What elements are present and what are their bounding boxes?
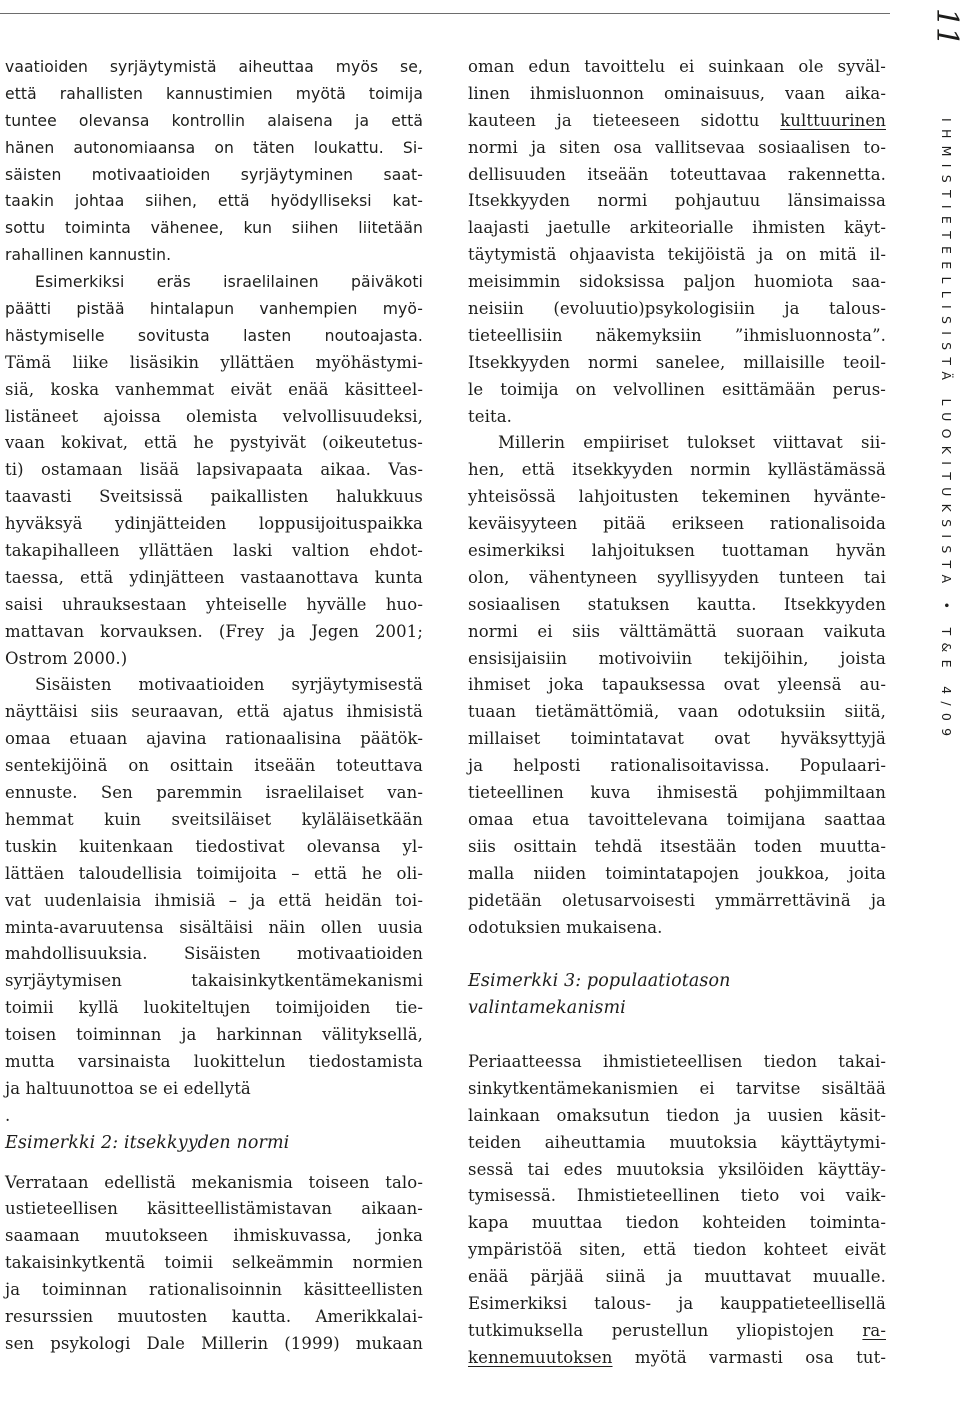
left-para-2-cont [5,350,423,673]
text-line: mutta varsinaista luokittelun tiedostamista [5,1051,423,1071]
text-line: Esimerkiksi eräs israelilainen päiväkoti [35,273,423,292]
text-line: sentekijöinä on osittain itseään toteuttava [5,756,423,776]
text-line: syrjäytymisen takaisinkytkentämekanismi [5,971,423,991]
text-line: Millerin empiiriset tulokset viittavat sii- [498,433,886,453]
text-line: Sisäisten motivaatioiden syrjäytymisestä [35,675,423,695]
text-line: vat uudenlaisia ihmisiä – ja että heidän toi- [5,890,423,910]
text-line: ympäristöä siten, että tiedon kohteet eivät [468,1240,886,1260]
text-line: ja toiminnan rationalisoinnin käsitteellisten [5,1280,423,1300]
left-column [5,54,423,1358]
text-line: sessä tai edes muutoksia yksilöiden käyttäy- [468,1159,886,1179]
text-line: ja haltuunottoa se ei edellytä [5,1078,251,1098]
heading-line: Esimerkki 3: populaatiotason [468,971,731,992]
text-line: näyttäisi siis seuraavan, että ajatus ihmisistä [5,702,423,722]
left-para-2 [5,269,423,350]
text-line: listäneet ajoissa olemista velvollisuudeksi, [5,406,423,426]
text-line: takapihalleen yllättäen laski valtion ehdot- [5,541,423,561]
text-line: yhteisössä lahjoitusten tekeminen hyvänte- [468,487,886,507]
spacer [5,1157,423,1170]
text-line: tuntee olevansa kontrollin alaisena ja että [5,111,423,130]
text-line: taavasti Sveitsissä paikallisten halukkuus [5,487,423,507]
text-line: tieteellinen kuva ihmisestä pohjimmiltaan [468,783,886,803]
text-line: päätti pistää hintalapun vanhempien myö- [5,300,423,319]
text-line: toisen toiminnan ja harkinnan välityksellä, [5,1025,423,1045]
text-line: le toimija on velvollinen esittämään perus- [468,379,886,399]
text-line: että rahallisten kannustimien myötä toimija [5,84,423,103]
text-line: hästymiselle sovitusta lasten noutoajasta. [5,326,423,345]
text-line: säisten motivaatioiden syrjäytyminen saat- [5,165,423,184]
text-line: dellisuuden itseään toteuttavaa rakennetta. [468,164,886,184]
running-header [936,118,956,743]
text-line: meisimmin sidoksissa paljon huomiota saa- [468,272,886,292]
text-line: hänen autonomiaansa on täten loukattu. Si- [5,138,423,157]
top-rule [0,13,890,14]
text-line: tuaan tietämättömiä, vaan odotuksiin siitä, [468,702,886,722]
text-line: linen ihmisluonnon ominaisuus, vaan aika- [468,83,886,103]
text-line: takaisinkytkentä toimii selkeämmin normien [5,1253,423,1273]
text-line: omaa etua tavoittelevana toimijana saattaa [468,809,886,829]
section-heading-example-2: Esimerkki 2: itsekkyyden normi [5,1132,290,1153]
text-line: taakin johtaa siihen, että hyödylliseksi kat- [5,192,423,211]
text-line: mattavan korvauksen. (Frey ja Jegen 2001; [5,621,423,641]
text-line: Itsekkyyden normi pohjautuu länsimaissa [468,191,886,211]
text-line: ti) ostamaan lisää lapsivapaata aikaa. Vas- [5,460,423,480]
text-line: normi ja siten osa vallitsevaa sosiaalisen to- [468,137,886,157]
text-line: siis osittain tehdä itsestään toden muutta- [468,836,886,856]
text-fragment: kauteen ja tieteeseen sidottu [468,110,781,130]
text-line: tieteellisiin näkemyksiin ”ihmisluonnosta”. [468,325,886,345]
text-line: esimerkiksi lahjoituksen tuottaman hyvän [468,541,886,561]
section-heading-example-3 [468,968,886,1022]
text-line: ja helposti rationalisoitavissa. Populaari- [468,756,886,776]
journal-issue: T&E 4/09 [939,627,954,744]
text-line: hyväksyä ydinjätteiden loppusijoituspaikka [5,514,423,534]
text-line: teiden aiheuttamia muutoksia käyttäytymi- [468,1132,886,1152]
text-line: sottu toiminta vähenee, kun siihen liitetään [5,219,423,238]
text-line: hen, että itsekkyyden normin kyllästämässä [468,460,886,480]
right-para-1 [468,54,886,430]
text-line: normi ei siis välttämättä suoraan vaikuta [468,621,886,641]
text-line: rahallinen kannustin. [5,246,172,265]
text-line: tuskin kuitenkaan tiedostivat olevansa yl- [5,836,423,856]
text-fragment: myötä varmasti osa tut- [612,1347,886,1367]
left-para-3 [5,672,423,1102]
text-line: ennuste. Sen paremmin israelilaiset van- [5,783,423,803]
left-para-4 [5,1170,423,1358]
text-line: neisiin (evoluutio)psykologisiin ja talous- [468,299,886,319]
text-line: Itsekkyyden normi sanelee, millaisille teoil- [468,352,886,372]
heading-line: valintamekanismi [468,998,626,1019]
text-line: ensisijaisiin motivoiviin tekijöihin, joista [468,648,886,668]
text-line: sinkytkentämekanismien ei tarvitse sisältää [468,1078,886,1098]
text-line: mahdollisuuksia. Sisäisten motivaatioiden [5,944,423,964]
text-line: keväisyyteen pitää erikseen rationalisoida [468,514,886,534]
text-line: malla niiden toimintatapojen joukkoa, joita [468,863,886,883]
text-line: resurssien muutosten kautta. Amerikkalai- [5,1306,423,1326]
text-line: saamaan muutokseen ihmiskuvassa, jonka [5,1226,423,1246]
text-line: vaatioiden syrjäytymistä aiheuttaa myös se, [5,58,423,76]
text-line: ihmiset joka tapauksessa ovat yleensä au- [468,675,886,695]
page-number: 11 [929,8,964,47]
text-line: lainkaan omaksutun tiedon ja uusien käsit- [468,1105,886,1125]
text-line: hemmat kuin sveitsiläiset kyläläisetkään [5,809,423,829]
side-margin [929,8,964,744]
text-line [468,1318,886,1345]
text-fragment: tutkimuksella perustellun yliopistojen [468,1320,863,1340]
left-para-1 [5,54,423,269]
text-line: kapa muuttaa tiedon kohteiden toiminta- [468,1213,886,1233]
underlined-term: kulttuurinen [780,110,886,130]
text-line: oman edun tavoittelu ei suinkaan ole syväl- [468,57,886,76]
text-line: sen psykologi Dale Millerin (1999) mukaan [5,1333,423,1353]
text-line: täytymistä ohjaavista tekijöistä ja on mitä il- [468,245,886,265]
text-line [468,1345,886,1372]
spacer [468,941,886,968]
text-line: lättäen taloudellisia toimijoita – että he oli- [5,863,423,883]
right-para-2 [468,430,886,941]
text-line: olon, vähentyneen syyllisyyden tunteen tai [468,567,886,587]
text-line: omaa etuaan ajavina rationaalisina päätök- [5,729,423,749]
text-line: pidetään oletusarvoisesti ymmärrettävinä ja [468,890,886,910]
underlined-term: kennemuutoksen [468,1347,613,1367]
text-line: Esimerkiksi talous- ja kauppatieteellisellä [468,1293,886,1313]
running-title: IHMISTIETEELLISISTÄ LUOKITUKSISTA [939,118,954,591]
text-line: millaiset toimintatavat ovat hyväksyttyjä [468,729,886,749]
text-line: taessa, että ydinjätteen vastaanottava kunta [5,567,423,587]
text-line: Tämä liike lisäsikin yllättäen myöhästymi- [5,352,423,372]
bullet-separator: • [939,601,954,617]
text-line: vaan kokivat, että he pystyivät (oikeutetus- [5,433,423,453]
text-line: siä, koska vanhemmat eivät enää käsitteel- [5,379,423,399]
underlined-term: ra- [862,1320,886,1340]
text-line: teita. [468,406,512,426]
text-line: sosiaalisen statuksen kautta. Itsekkyyden [468,594,886,614]
text-line: Periaatteessa ihmistieteellisen tiedon takai- [468,1051,886,1071]
right-para-3 [468,1049,886,1372]
text-line: tymisessä. Ihmistieteellinen tieto voi vaik- [468,1186,886,1206]
right-column [468,54,886,1372]
text-line: ustieteellisen käsitteellistämistavan aikaan- [5,1199,423,1219]
text-line: saisi uhrauksestaan yhteiselle hyvälle huo- [5,594,423,614]
text-line: Ostrom 2000.) [5,648,128,668]
text-line: toimii kyllä luokiteltujen toimijoiden tie- [5,998,423,1018]
spacer [468,1022,886,1049]
text-line: laajasti jaetulle arkiteorialle ihmisten käyt- [468,218,886,238]
text-line: Verrataan edellistä mekanismia toiseen talo- [5,1172,423,1192]
text-line: enää pärjää siinä ja muuttavat muualle. [468,1267,886,1287]
text-line: odotuksien mukaisena. [468,917,663,937]
text-line [468,108,886,135]
text-line: minta-avaruutensa sisältäisi näin ollen uusia [5,917,423,937]
stray-period: . [5,1105,11,1125]
